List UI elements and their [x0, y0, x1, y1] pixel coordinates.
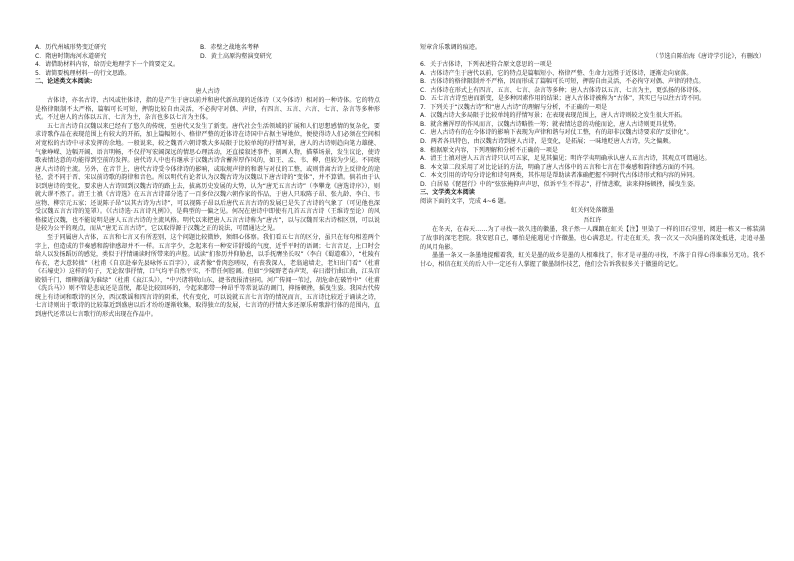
question-6-option-c: C．古体诗在形式上有四言、五言、七言、杂言等多种；唐人古体诗以五言、七言为主，更弘扬的体诗体。: [420, 86, 705, 94]
question-5: 5．请简要梳理材料一的行文思路。: [35, 69, 131, 77]
option-c: C．隋唐时期海河水道研究: [35, 52, 107, 60]
question-4: 4．请借助材料内容，给历史地理学下一个简要定义。: [35, 61, 180, 69]
question-6-option-d: D．五七言古诗至唐而新变，是多种因素作用的结果；唐人古体诗被称为“古体”，其实已与以往古诗不同。: [420, 95, 706, 103]
left-column: [35, 44, 380, 320]
question-7-option-d: D．两者各具特色，由汉魏古诗到唐人古诗，是变化，是拓展；一味地贬唐人古诗，失之偏颇。: [420, 138, 675, 146]
question-6-option-b: B．古体诗的格律限制并不严格，因而形成了篇幅可长可短，押韵自由灵活，不必拘守对偶、声律的特点。: [420, 78, 705, 86]
options-row-2: [35, 53, 380, 62]
story-paragraph-1: 在冬天，在春天……为了寻找一款久违的徽墨，我子然一人踝踉在虹关【注】里染了一样的旧石堂里，阅进一栋又一栋装满了故事的深宅老院。我安慰自己，哪怕是能遇见寸许徽墨，也心满意足。行走在虹关，我一次又一次向墨的深处抵进，走追寻墨的风月角影。: [420, 226, 765, 251]
question-8-option-b: B．本文第二段采用了对比论证的方法，明确了唐人古体中的五言和七言在节奏感和韵律感方面的不同。: [420, 163, 699, 171]
right-column: [420, 44, 765, 269]
source-note: （节选自陈伯海《唐诗学引论》，有删改）: [652, 52, 765, 60]
story-title: 虹关何处落徽墨: [571, 207, 614, 215]
article-paragraph-3: 至于同属唐人古体，五言和七言又有所差别，这个问题比较微妙，须细心体察。我们看五七言的区分，虽只在每句相差两个字上，但造成的节奏感和韵律感却并不一样。五言字少，念起来有一种安详舒缓的气度，近乎平时的语调；七言音足，上口时会给人以发扬蹈厉的感觉，类似于抒情诵读时所带来的声腔。试读“扪参历井仰胁息，以手抚膺坐长叹”（李白《蜀道难》），“杜陵有布衣，老大意转拙”（杜甫《自京赴奉先县咏怀五百字》），或者像“骨肉恣嗟叹，有丧我深人，老翁逾墙走，老妇出门看”（杜甫《石壕吏》）这样的句子，无论叙事抒情，口气均平自然平实，不带任何腔调。但如“少陵野老吞声哭，春日潜行曲江曲，江头宫殿锁千门，细柳新蒲为谁绿”（杜甫《哀江头》），“中兴诸将收山东，捷书夜报清昼同。河广传闻一苇过，胡危命在破竹中”（杜甫《洗兵马》）则不管是悲哀还是喜悦，都是比较回环的，令起来都带一种昂乎等常说话的调门，抑扬顿挫，摇曳生姿。我国古代传统上有诗词和歌诗的区分，西汉歌谣和四言诗的阴柔，代有变化，可以说就五言七言诗的情况而言，五言诗比较近于诵读之诗，七言诗则出于歌诗的比较靠近到盛唐以后才纷纷逐渐收集，取得独立的发展，七言诗的抒情大多还原乐府歌辞行体的范围内，直到唐代还常以七言歌行的形式出现在作品中。: [35, 234, 380, 318]
story-paragraph-2: 墨墨一条又一条墨地提醒着我，虹关是墨的故乡是墨的人根难找了，你才是寻墨的寻找，不落于自得心得谁谁另无功。我不甘心，相信在虹关的后人中一定还有人掌握了徽墨制作技艺，他们会告诉我很多关于徽墨的记忆。: [420, 252, 765, 268]
continued-line: 短章含乐歌调的痕迹。: [420, 44, 481, 51]
article-title: 唐人古诗: [195, 87, 220, 95]
options-row-1: [35, 44, 380, 53]
option-a: A．历代州城形势变迁研究: [35, 44, 107, 51]
story-author: 吾红许: [583, 216, 602, 224]
question-7-option-b: B．就含蓄浑厚的作风而言，汉魏古诗略胜一筹；就表情达意的功能而论，唐人古诗则更具优势。: [420, 120, 681, 128]
article-paragraph-1: 古体诗，亦名古诗、古风或往体诗，指的是产生于唐以前并和唐代新出现的近体诗（又今体诗）相对的一种诗体。它的特点是格律限制不太严格，篇幅可长可短，押韵比较自由灵活，不必拘守对偶、声律，有四言、五言、六言、七言、杂言等多种形式。不过唐人的古体以五言、七言为主，杂言也多以七言为主体。: [35, 97, 380, 122]
option-b: B．赤壁之战地名考释: [200, 44, 260, 51]
section-heading-three: 三、文学类文本阅读: [420, 189, 475, 197]
question-7-option-c: C．唐人古诗有的在今体诗的影响下表现为声律和谐与对仗工整，有的却非汉魏古诗要求的“反律化”。: [420, 129, 693, 137]
question-7: 7．下列关于“汉魏古诗”和“唐人古诗”的理解与分析，不正确的一项是: [420, 103, 608, 111]
question-6-option-a: A．古体诗产生于唐代以前，它的特点是篇幅短小、格律严整、生命力远胜于近体诗，逐渐走向衰落。: [420, 69, 693, 77]
option-d: D．黄土高原沟壑演变研究: [200, 52, 272, 60]
article-paragraph-2: 五七言古诗自汉魏以来已经有了悠久的传统，至唐代又发生了新变。唐代社会生活领域的扩展和人们思想感情的复杂化，要求诗歌作品在表现范围上有较大的开拓，加上篇幅短小、格律严整的近体诗在诗国中占据主导地位，便使得诗人们必须在空间相对宽松的古诗中寻求发挥的余地。一般说来，较之魏晋六朝诗歌大多局限于比较单纯的抒情写景，唐人的古诗则趋向笔力雄健、气象峥嵘、边幅开阔、语言明畅，不仅抒写宏阔深远的情思心理活动，还直接叙述事件，刻画人物，描摹场景，发生议论，使诗歌表情达意的功能得到空前的发挥。唐代诗人中也有继承于汉魏古诗含蓄浑厚作风的，如王、孟、韦、柳，但较为少见。不同统唐人古诗的主流。另外，在音节上，唐代古诗受今体律诗的影响，或取规声律的和谐与对仗的工整，或则背离古诗上反律化的途径，尝不同于晋、宋以前诗歌的韵律和音色。所以明代有论者认为汉魏古诗为汉魏以下唐古诗的“变体”，并不算错。倘若由于认识到唐诗的变化，要求唐人古诗回到汉魏古诗的路上去，拔离历史发展的大势，认为“唐无五言古诗”（李攀龙《唐选诗序》），则就大谬不然了。清王士禛《古诗选》在五言古诗部分选了一百多位汉魏六朝作家的作品，于唐人只取陈子昂、张九龄、李白、韦应物、柳宗元五家；还说陈子昂“以其古诗为古诗”，可以视陈子昂以后唐代五言古诗的发展已是失了古诗的气象了（可见他也深受汉魏五言古诗的笼罩）。《《古诗选·五言诗凡例》》，是典型的一偏之见。何况在唐诗中即使有几首五言古诗（王维诗至论）的风格接近汉魏，也不能说明是唐人五言古诗的主流风格。明代以来把唐人五言古诗称为“唐古”，以与汉魏晋宋古诗相区别，可以说是较为公平的观点，而从“唐无五言古诗”，它以取得源于汉魏之正的说法，可谓通达之见。: [35, 122, 380, 233]
reading-instruction: 阅读下面的文字，完成 4~6 题。: [420, 197, 510, 205]
question-8: 8．根据原文内容，下列理解和分析不正确的一项是: [420, 146, 558, 154]
question-6: 6．关于古体诗，下列表述符合原文意思的一项是: [420, 61, 552, 69]
question-8-option-c: C．本文引用的诗句分诗论和诗句两类，其作用是帮助读者准确把握不同时代古体诗形式和内容的异同。: [420, 172, 699, 180]
section-heading-two: 二、论述类文本阅读:: [35, 78, 93, 86]
question-7-option-a: A．汉魏古诗大多局限于比较单纯的抒情写景；在表现表现范围上，唐人古诗则较之发生很大开拓。: [420, 112, 687, 120]
question-8-option-a: A．清王士禛对唐人五言古诗只认可五家，足见其偏见；明许学夷明确承认唐人五言古诗，其观点可谓通达。: [420, 155, 711, 163]
question-8-option-d: D．白居易《琵琶行》中的“弦弦掩抑声声思，似诉平生不得志”，抒情悲歎，读来抑扬顿挫，摇曳生姿。: [420, 180, 700, 188]
